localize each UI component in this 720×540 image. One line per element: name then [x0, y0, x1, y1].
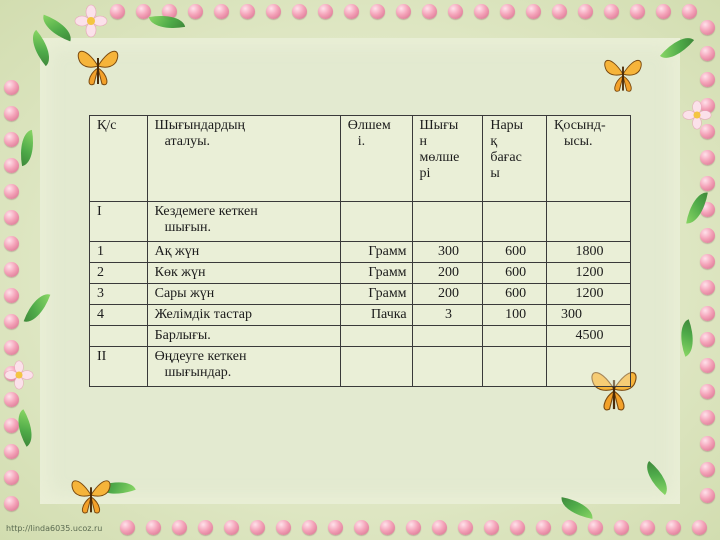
row-unit: Грамм: [340, 242, 412, 263]
bead-decoration: [240, 4, 255, 19]
empty-cell: [483, 347, 547, 387]
bead-decoration: [224, 520, 239, 535]
bead-decoration: [198, 520, 213, 535]
bead-decoration: [266, 4, 281, 19]
bead-decoration: [432, 520, 447, 535]
bead-decoration: [344, 4, 359, 19]
empty-cell: [340, 347, 412, 387]
bead-decoration: [700, 280, 715, 295]
bead-decoration: [318, 4, 333, 19]
table-row: [90, 242, 631, 263]
row-unit: Грамм: [340, 263, 412, 284]
header-quantity-line: мөлше: [419, 150, 460, 165]
empty-cell: [340, 202, 412, 242]
row-number: 4: [90, 305, 148, 326]
bead-decoration: [4, 288, 19, 303]
bead-decoration: [4, 210, 19, 225]
bead-decoration: [4, 418, 19, 433]
section-number: I: [90, 202, 148, 242]
section-title-line: Өңдеуге кеткен: [154, 349, 247, 364]
header-price-line: қ: [490, 134, 498, 149]
empty-cell: [547, 202, 631, 242]
bead-decoration: [700, 436, 715, 451]
section-title: [147, 347, 340, 387]
row-unit: Грамм: [340, 284, 412, 305]
header-quantity: [412, 116, 483, 202]
row-price: 600: [483, 284, 547, 305]
flower-decoration: [4, 360, 34, 390]
empty-cell: [412, 347, 483, 387]
bead-decoration: [536, 520, 551, 535]
bead-decoration: [700, 176, 715, 191]
row-name: Желімдік тастар: [147, 305, 340, 326]
bead-decoration: [552, 4, 567, 19]
bead-decoration: [700, 488, 715, 503]
bead-decoration: [700, 410, 715, 425]
row-sum: 1800: [547, 242, 631, 263]
row-price: 600: [483, 263, 547, 284]
row-number: 2: [90, 263, 148, 284]
row-sum: 1200: [547, 284, 631, 305]
table-header-row: [90, 116, 631, 202]
bead-decoration: [354, 520, 369, 535]
row-number: 3: [90, 284, 148, 305]
section-title: [147, 202, 340, 242]
header-unit-line: і.: [357, 134, 366, 149]
header-unit-line: Өлшем: [347, 118, 391, 133]
bead-decoration: [370, 4, 385, 19]
expense-table: [89, 115, 631, 387]
bead-decoration: [276, 520, 291, 535]
header-sum: [547, 116, 631, 202]
row-name: Көк жүн: [147, 263, 340, 284]
bead-decoration: [700, 254, 715, 269]
row-sum: 1200: [547, 263, 631, 284]
empty-cell: [90, 326, 148, 347]
bead-decoration: [422, 4, 437, 19]
bead-decoration: [682, 4, 697, 19]
section-title-line: Кездемеге кеткен: [154, 204, 258, 219]
bead-decoration: [4, 106, 19, 121]
header-quantity-line: Шығы: [419, 118, 459, 133]
flower-decoration: [682, 100, 712, 130]
bead-decoration: [588, 520, 603, 535]
total-sum: 4500: [547, 326, 631, 347]
row-name: Ақ жүн: [147, 242, 340, 263]
butterfly-decoration: [600, 50, 646, 98]
header-price: [483, 116, 547, 202]
section-row: [90, 202, 631, 242]
bead-decoration: [630, 4, 645, 19]
row-unit: Пачка: [340, 305, 412, 326]
bead-decoration: [448, 4, 463, 19]
bead-decoration: [250, 520, 265, 535]
bead-decoration: [700, 46, 715, 61]
bead-decoration: [700, 72, 715, 87]
empty-cell: [547, 347, 631, 387]
row-quantity: 3: [412, 305, 483, 326]
total-label: Барлығы.: [147, 326, 340, 347]
bead-decoration: [4, 496, 19, 511]
bead-decoration: [302, 520, 317, 535]
header-price-line: бағас: [490, 150, 522, 165]
bead-decoration: [4, 392, 19, 407]
empty-cell: [412, 202, 483, 242]
header-name-line: аталуы.: [164, 134, 210, 149]
bead-decoration: [640, 520, 655, 535]
section-title-line: шығындар.: [164, 365, 232, 380]
bead-decoration: [188, 4, 203, 19]
bead-decoration: [110, 4, 125, 19]
header-sum-line: ысы.: [564, 134, 593, 149]
bead-decoration: [526, 4, 541, 19]
section-number: II: [90, 347, 148, 387]
bead-decoration: [4, 80, 19, 95]
section-row: [90, 347, 631, 387]
row-price: 100: [483, 305, 547, 326]
header-quantity-line: н: [419, 134, 428, 149]
bead-decoration: [578, 4, 593, 19]
row-number: 1: [90, 242, 148, 263]
bead-decoration: [4, 444, 19, 459]
bead-decoration: [4, 470, 19, 485]
header-sum-line: Қосынд-: [554, 118, 606, 133]
total-row: [90, 326, 631, 347]
empty-cell: [412, 326, 483, 347]
butterfly-decoration: [74, 40, 122, 92]
bead-decoration: [172, 520, 187, 535]
bead-decoration: [562, 520, 577, 535]
bead-decoration: [700, 150, 715, 165]
bead-decoration: [380, 520, 395, 535]
bead-decoration: [692, 520, 707, 535]
row-sum: 300: [547, 305, 631, 326]
header-unit: [340, 116, 412, 202]
header-price-line: Нары: [490, 118, 524, 133]
bead-decoration: [510, 520, 525, 535]
row-quantity: 300: [412, 242, 483, 263]
empty-cell: [483, 202, 547, 242]
bead-decoration: [120, 520, 135, 535]
watermark-url: http://linda6035.ucoz.ru: [6, 524, 103, 533]
bead-decoration: [700, 384, 715, 399]
bead-decoration: [700, 332, 715, 347]
table-row: [90, 284, 631, 305]
row-price: 600: [483, 242, 547, 263]
section-title-line: шығын.: [164, 220, 211, 235]
bead-decoration: [406, 520, 421, 535]
butterfly-decoration: [66, 470, 116, 520]
bead-decoration: [292, 4, 307, 19]
row-name: Сары жүн: [147, 284, 340, 305]
row-quantity: 200: [412, 284, 483, 305]
bead-decoration: [4, 314, 19, 329]
flower-decoration: [74, 4, 108, 38]
bead-decoration: [458, 520, 473, 535]
bead-decoration: [700, 358, 715, 373]
bead-decoration: [4, 158, 19, 173]
bead-decoration: [656, 4, 671, 19]
bead-decoration: [4, 236, 19, 251]
header-price-line: ы: [490, 166, 500, 181]
bead-decoration: [666, 520, 681, 535]
header-quantity-line: рі: [419, 166, 431, 181]
bead-decoration: [214, 4, 229, 19]
bead-decoration: [700, 228, 715, 243]
empty-cell: [483, 326, 547, 347]
bead-decoration: [700, 462, 715, 477]
bead-decoration: [500, 4, 515, 19]
bead-decoration: [396, 4, 411, 19]
header-name-line: Шығындардың: [154, 118, 245, 133]
bead-decoration: [614, 520, 629, 535]
bead-decoration: [4, 132, 19, 147]
bead-decoration: [700, 20, 715, 35]
bead-decoration: [4, 340, 19, 355]
table-row: [90, 305, 631, 326]
empty-cell: [340, 326, 412, 347]
bead-decoration: [484, 520, 499, 535]
row-quantity: 200: [412, 263, 483, 284]
table-row: [90, 263, 631, 284]
header-name: [147, 116, 340, 202]
bead-decoration: [604, 4, 619, 19]
bead-decoration: [146, 520, 161, 535]
header-number: Қ/с: [90, 116, 148, 202]
bead-decoration: [4, 184, 19, 199]
leaf-decoration: [16, 130, 38, 166]
bead-decoration: [700, 306, 715, 321]
bead-decoration: [474, 4, 489, 19]
bead-decoration: [328, 520, 343, 535]
bead-decoration: [4, 262, 19, 277]
